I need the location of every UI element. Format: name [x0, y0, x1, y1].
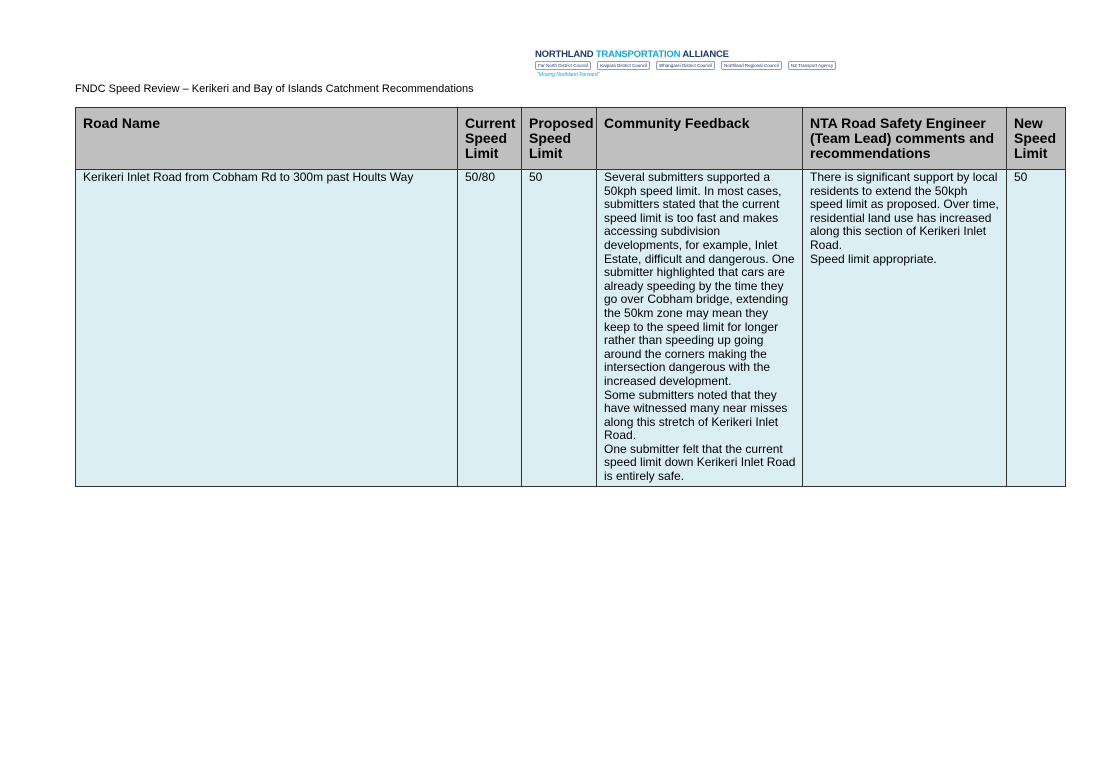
- cell-community-feedback: [597, 170, 803, 487]
- logo-tagline: "Moving Northland Forward": [537, 72, 600, 78]
- table-row: [76, 170, 1066, 487]
- column-header-new-speed: New Speed Limit: [1007, 108, 1066, 170]
- column-header-nta-comments: NTA Road Safety Engineer (Team Lead) comments and recommendations: [803, 108, 1007, 170]
- partner-logo: Kaipara District Council: [597, 61, 650, 70]
- northland-transportation-alliance-logo: [533, 49, 834, 83]
- nta-comment-paragraph: Speed limit appropriate.: [810, 251, 937, 266]
- cell-proposed-speed: 50: [522, 170, 597, 487]
- partner-logo: Far North District Council: [535, 61, 591, 70]
- document-header: FNDC Speed Review – Kerikeri and Bay of Islands Catchment Recommendations: [75, 83, 474, 95]
- column-header-proposed-speed: Proposed Speed Limit: [522, 108, 597, 170]
- column-header-community-feedback: Community Feedback: [597, 108, 803, 170]
- feedback-paragraph: Several submitters supported a 50kph speed limit. In most cases, submitters stated that the current speed limit is too fast and makes accessing subdivision developments, for example, Inlet Estate, difficult and dangerous. One submitter highlighted that cars are already speeding by the time they go over Cobham bridge, extending the 50km zone may mean they keep to the speed limit for longer rather than speeding up going around the corners making the intersection dangerous with the increased development.: [604, 170, 795, 388]
- partner-logo: NZ Transport Agency: [788, 61, 836, 70]
- logo-title-part3: ALLIANCE: [682, 49, 729, 60]
- table-header-row: [76, 108, 1066, 170]
- nta-comment-paragraph: There is significant support by local residents to extend the 50kph speed limit as proposed. Over time, residential land use has increased along this section of Kerikeri Inlet Road.: [810, 170, 999, 252]
- column-header-road-name: Road Name: [76, 108, 458, 170]
- logo-title: [535, 49, 729, 60]
- feedback-paragraph: One submitter felt that the current speed limit down Kerikeri Inlet Road is entirely safe.: [604, 441, 796, 484]
- partner-logo: Whangarei District Council: [656, 61, 715, 70]
- logo-partner-marks: [535, 61, 836, 70]
- cell-new-speed: 50: [1007, 170, 1066, 487]
- logo-title-part1: NORTHLAND: [535, 49, 594, 60]
- logo-title-part2: TRANSPORTATION: [595, 49, 681, 60]
- cell-road-name: Kerikeri Inlet Road from Cobham Rd to 300m past Hoults Way: [76, 170, 458, 487]
- speed-review-table: [75, 107, 1066, 487]
- partner-logo: Northland Regional Council: [721, 61, 782, 70]
- column-header-current-speed: Current Speed Limit: [458, 108, 522, 170]
- cell-current-speed: 50/80: [458, 170, 522, 487]
- cell-nta-comments: [803, 170, 1007, 487]
- feedback-paragraph: Some submitters noted that they have witnessed many near misses along this stretch of Kerikeri Inlet Road.: [604, 387, 788, 443]
